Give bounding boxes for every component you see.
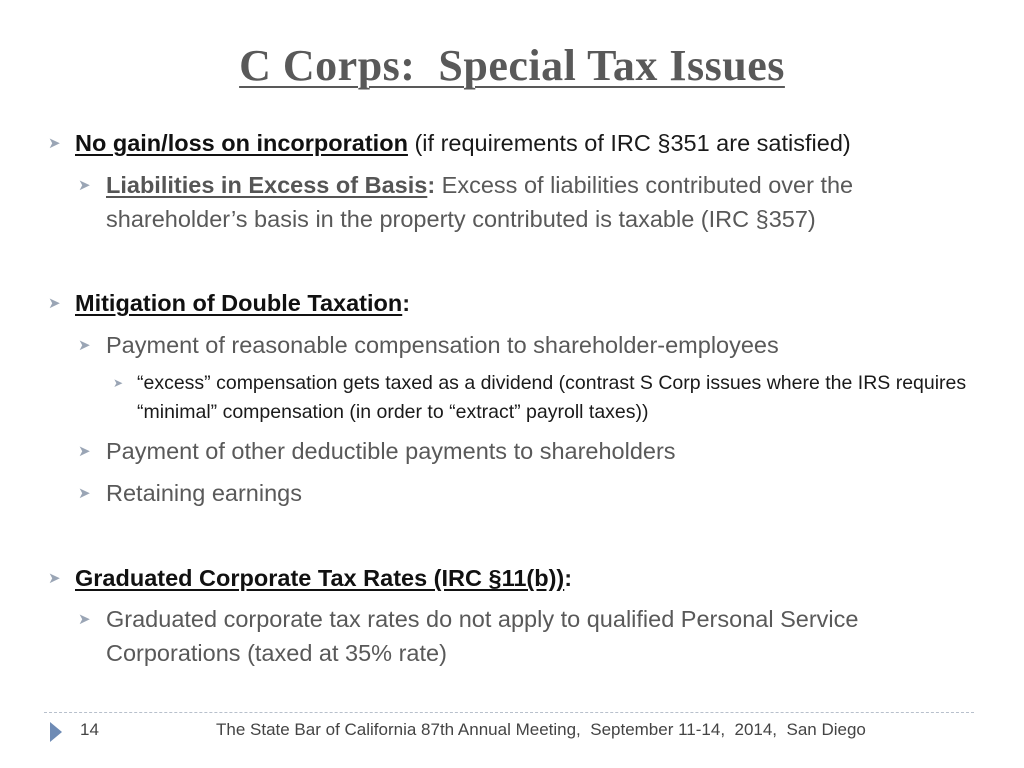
bullet-colon: : (402, 290, 411, 316)
footer-text: The State Bar of California 87th Annual Meeting, September 11-14, 2014, San Diego (216, 720, 866, 739)
bullet-term: Liabilities in Excess of Basis (106, 172, 428, 198)
chevron-right-icon: ➤ (78, 443, 91, 460)
bullet-text: Excess of liabilities contributed over the shareholder’s basis in the property contributed is taxable (IRC §357) (106, 172, 854, 232)
chevron-right-icon: ➤ (48, 295, 61, 312)
bullet-mitigation (48, 286, 975, 320)
slide-title: C Corps: Special Tax Issues (239, 41, 785, 90)
chevron-right-icon: ➤ (78, 337, 91, 354)
bullet-psc (78, 602, 966, 670)
bullet-text: “excess” compensation gets taxed as a dividend (contrast S Corp issues where the IRS requires “minimal” compensation (in order to “extract” payroll taxes)) (137, 372, 967, 423)
chevron-right-icon: ➤ (78, 177, 91, 194)
bullet-incorporation (48, 126, 975, 160)
bullet-compensation (78, 328, 966, 362)
bullet-colon: : (564, 565, 573, 591)
bullet-term: Mitigation of Double Taxation (75, 290, 403, 316)
bullet-excess-compensation (113, 369, 967, 427)
bullet-colon: : (427, 172, 436, 198)
bullet-term: Graduated Corporate Tax Rates (IRC §11(b)) (75, 565, 565, 591)
bullet-text: Payment of other deductible payments to shareholders (106, 438, 676, 464)
chevron-right-icon: ➤ (48, 570, 61, 587)
bullet-text: (if requirements of IRC §351 are satisfied) (407, 130, 851, 156)
bullet-term: No gain/loss on incorporation (75, 130, 408, 156)
bullet-other-payments (78, 434, 966, 468)
triangle-right-icon (50, 722, 62, 742)
chevron-right-icon: ➤ (78, 485, 91, 502)
bullet-graduated-rates (48, 561, 975, 595)
footer-divider (44, 712, 974, 713)
chevron-right-icon: ➤ (113, 376, 124, 390)
bullet-text: Retaining earnings (106, 480, 302, 506)
page-number: 14 (80, 720, 99, 739)
bullet-liabilities (78, 168, 966, 236)
bullet-text: Payment of reasonable compensation to shareholder-employees (106, 332, 779, 358)
chevron-right-icon: ➤ (48, 135, 61, 152)
bullet-retaining-earnings (78, 476, 966, 510)
chevron-right-icon: ➤ (78, 611, 91, 628)
bullet-text: Graduated corporate tax rates do not apply to qualified Personal Service Corporations (taxed at 35% rate) (106, 606, 859, 666)
